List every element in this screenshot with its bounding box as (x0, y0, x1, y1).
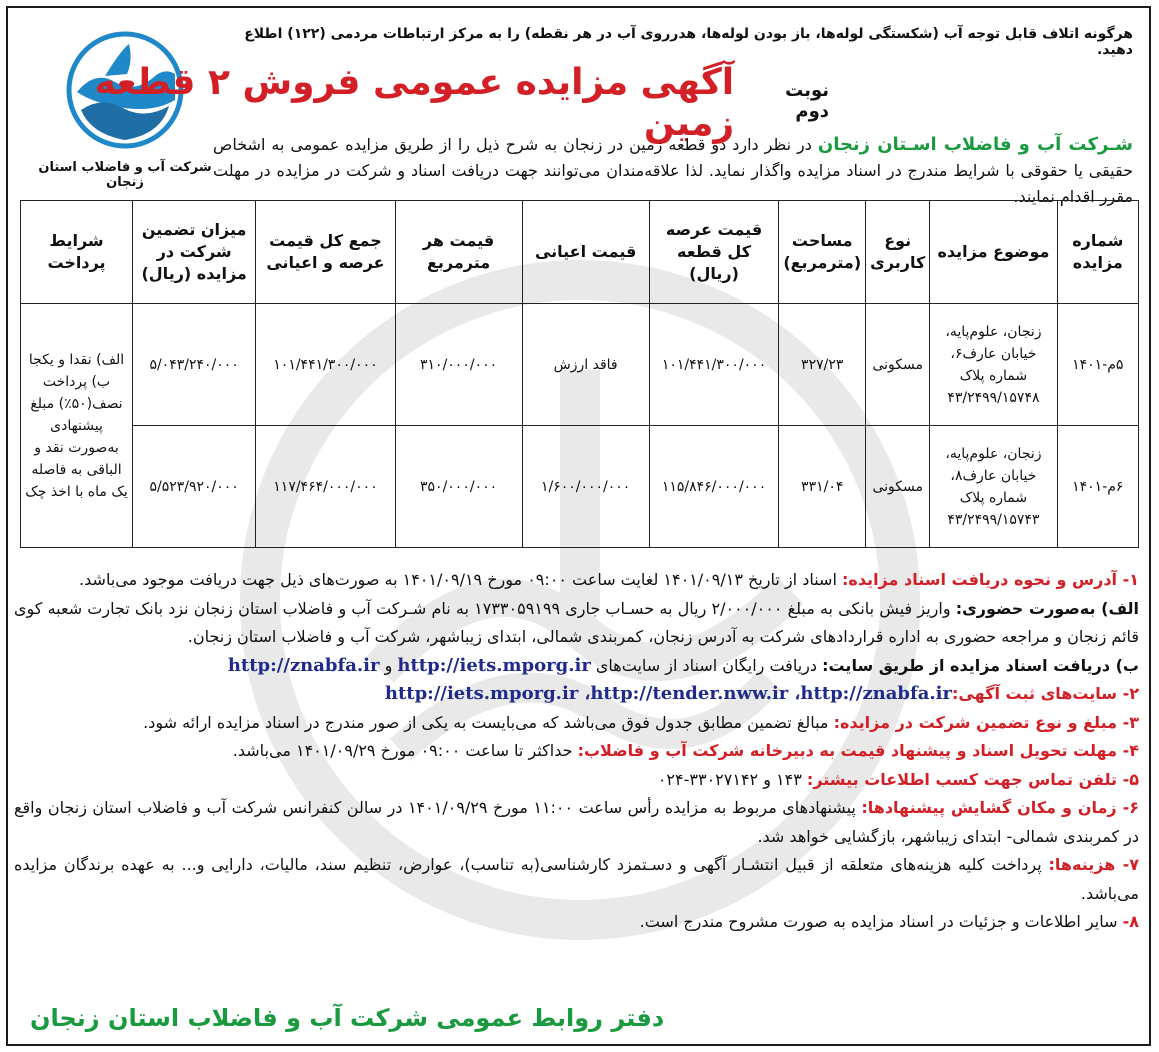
item-5-text: ۱۴۳ و ۳۳۰۲۷۱۴۲-۰۲۴ (657, 769, 807, 789)
item-8-text: سایر اطلاعات و جزئیات در اسناد مزایده به صورت مشروح مندرج است. (639, 912, 1123, 931)
intro-paragraph (213, 132, 1133, 210)
table-row (21, 426, 1139, 548)
intro-text: در نظر دارد دو قطعه زمین در زنجان به شرح ذیل را از طریق مزایده عمومی به اشخاص حقیقی یا حقوقی با شرایط مندرج در اسناد مزایده واگذار نماید. لذا علاقه‌مندان می‌توانند جهت دریافت اسناد و شرکت در مزایده در مهلت مقرر اقدام نمایند. (213, 135, 1133, 206)
item-1-text: اسناد از تاریخ ۱۴۰۱/۰۹/۱۳ لغایت ساعت ۰۹:۰۰ مورخ ۱۴۰۱/۰۹/۱۹ به صورت‌های ذیل جهت دریافت موجود می‌باشد. (79, 570, 842, 589)
item-4-heading: ۴- مهلت تحویل اسناد و پیشنهاد قیمت به دبیرخانه شرکت آب و فاضلاب: (577, 741, 1139, 760)
item-7-heading: ۷- هزینه‌ها: (1048, 855, 1139, 874)
table-header: موضوع مزایده (930, 201, 1057, 304)
cell-building-price: ۱/۶۰۰/۰۰۰/۰۰۰ (522, 426, 649, 548)
item-5-heading: ۵- تلفن تماس جهت کسب اطلاعات بیشتر: (806, 769, 1139, 789)
item-1b-text: دریافت رایگان اسناد از سایت‌های (590, 655, 823, 675)
item-1 (14, 566, 1139, 595)
cell-subject: زنجان، علوم‌پایه، خیابان عارف۸، شماره پلاک ۴۳/۲۴۹۹/۱۵۷۴۳ (930, 426, 1057, 548)
cell-number: ۶م-۱۴۰۱ (1057, 426, 1138, 548)
item-6-heading: ۶- زمان و مکان گشایش پیشنهادها: (861, 798, 1140, 817)
cell-usage: مسکونی (866, 426, 930, 548)
item-7-text: پرداخت کلیه هزینه‌های متعلقه از قبیل انتشـار آگهی و دسـتمزد کارشناسی(به تناسب)، عوارض، تنظیم سند، مالیات، دارایی و... به عهده برندگان مزایده می‌باشد. (14, 855, 1139, 903)
item-3-text: مبالغ تضمین مطابق جدول فوق می‌باشد که می‌بایست به یکی از صور مندرج در اسناد مزایده ارائه شود. (143, 712, 834, 732)
table-header: مساحت (مترمربع) (779, 201, 866, 304)
notice-text: هرگونه اتلاف قابل توجه آب (شکستگی لوله‌ها، باز بودن لوله‌ها، هدرروی آب در هر نقطه) را به مرکز ارتباطات مردمی (۱۲۲) اطلاع دهید. (244, 26, 1133, 58)
link-iets[interactable]: http://iets.mporg.ir (397, 654, 591, 676)
item-1b-and: و (379, 655, 398, 675)
table-header: نوع کاربری (866, 201, 930, 304)
item-1-heading: ۱- آدرس و نحوه دریافت اسناد مزایده: (841, 570, 1139, 589)
link-znabfa[interactable]: http://znabfa.ir (227, 654, 380, 676)
table-header: قیمت هر مترمربع (395, 201, 522, 304)
item-4-text: حداکثر تا ساعت ۰۹:۰۰ مورخ ۱۴۰۱/۰۹/۲۹ می‌باشد. (232, 741, 578, 760)
cell-guarantee: ۵/۵۲۳/۹۲۰/۰۰۰ (133, 426, 256, 548)
cell-price-per-m2: ۳۵۰/۰۰۰/۰۰۰ (395, 426, 522, 548)
cell-land-price: ۱۱۵/۸۴۶/۰۰۰/۰۰۰ (649, 426, 779, 548)
item-3-heading: ۳- مبلغ و نوع تضمین شرکت در مزایده: (833, 712, 1139, 732)
table-header: قیمت اعیانی (522, 201, 649, 304)
item-1a (14, 595, 1139, 652)
footer-signature: دفتر روابط عمومی شرکت آب و فاضلاب استان زنجان (30, 1004, 665, 1032)
item-7 (14, 851, 1139, 908)
cell-usage: مسکونی (866, 304, 930, 426)
cell-payment-terms: الف) نقدا و یکجا ب) پرداخت نصف(۵۰٪) مبلغ پیشنهادی به‌صورت نقد و الباقی به فاصله یک ماه با اخذ چک (21, 304, 133, 548)
table-row (21, 304, 1139, 426)
intro-company: شـرکت آب و فاضلاب اسـتان زنجان (817, 134, 1134, 155)
cell-area: ۳۲۷/۲۳ (779, 304, 866, 426)
cell-number: ۵م-۱۴۰۱ (1057, 304, 1138, 426)
table-header: میزان تضمین شرکت در مزایده (ریال) (133, 201, 256, 304)
table-header: جمع کل قیمت عرصه و اعیانی (256, 201, 395, 304)
item-2-links[interactable]: http://iets.mporg.ir ،http://tender.nww.ir ،http://znabfa.ir (378, 683, 953, 704)
cell-area: ۳۳۱/۰۴ (779, 426, 866, 548)
cell-total: ۱۱۷/۴۶۴/۰۰۰/۰۰۰ (256, 426, 395, 548)
round-label: نوبت دوم (785, 80, 829, 122)
auction-table (20, 200, 1139, 548)
item-1a-heading: الف) به‌صورت حضوری: (955, 598, 1140, 618)
cell-building-price: فاقد ارزش (522, 304, 649, 426)
cell-price-per-m2: ۳۱۰/۰۰۰/۰۰۰ (395, 304, 522, 426)
conditions-list (14, 566, 1139, 937)
table-header: شرایط پرداخت (21, 201, 133, 304)
cell-land-price: ۱۰۱/۴۴۱/۳۰۰/۰۰۰ (649, 304, 779, 426)
item-2-heading: ۲- سایت‌های ثبت آگهی: (952, 684, 1139, 703)
item-2 (14, 680, 1139, 709)
item-6 (14, 794, 1139, 851)
item-1b (14, 652, 1139, 681)
item-1a-text: واریز فیش بانکی به مبلغ ۲/۰۰۰/۰۰۰ ریال به حسـاب جاری ۱۷۳۳۰۵۹۱۹۹ به نام شـرکت آب و فاضلاب استان زنجان نزد بانک تجارت شعبه کوی قائم زنجان و مراجعه حضوری به اداره قراردادهای شرکت به آدرس زنجان، کمربندی شمالی، ابتدای زیباشهر، شرکت آب و فاضلاب استان زنجان. (14, 598, 1139, 646)
table-header: شماره مزایده (1057, 201, 1138, 304)
item-5 (14, 766, 1139, 795)
item-8 (14, 908, 1139, 937)
cell-subject: زنجان، علوم‌پایه، خیابان عارف۶، شماره پلاک ۴۳/۲۴۹۹/۱۵۷۴۸ (930, 304, 1057, 426)
item-6-text: پیشنهادهای مربوط به مزایده رأس ساعت ۱۱:۰۰ مورخ ۱۴۰۱/۰۹/۲۹ در سالن کنفرانس شرکت آب و فاضلاب استان زنجان واقع در کمربندی شمالی- ابتدای زیباشهر، بازگشایی خواهد شد. (14, 798, 1139, 846)
table-header-row (21, 201, 1139, 304)
cell-total: ۱۰۱/۴۴۱/۳۰۰/۰۰۰ (256, 304, 395, 426)
logo-caption: شرکت آب و فاضلاب استان زنجان (38, 160, 212, 190)
item-1b-heading: ب) دریافت اسناد مزایده از طریق سایت: (822, 655, 1139, 675)
table-header: قیمت عرصه کل قطعه (ریال) (649, 201, 779, 304)
item-4 (14, 737, 1139, 766)
cell-guarantee: ۵/۰۴۳/۲۴۰/۰۰۰ (133, 304, 256, 426)
item-8-heading: ۸- (1122, 912, 1139, 931)
item-3 (14, 709, 1139, 738)
page-title: آگهی مزایده عمومی فروش ۲ قطعه زمین (94, 62, 735, 144)
